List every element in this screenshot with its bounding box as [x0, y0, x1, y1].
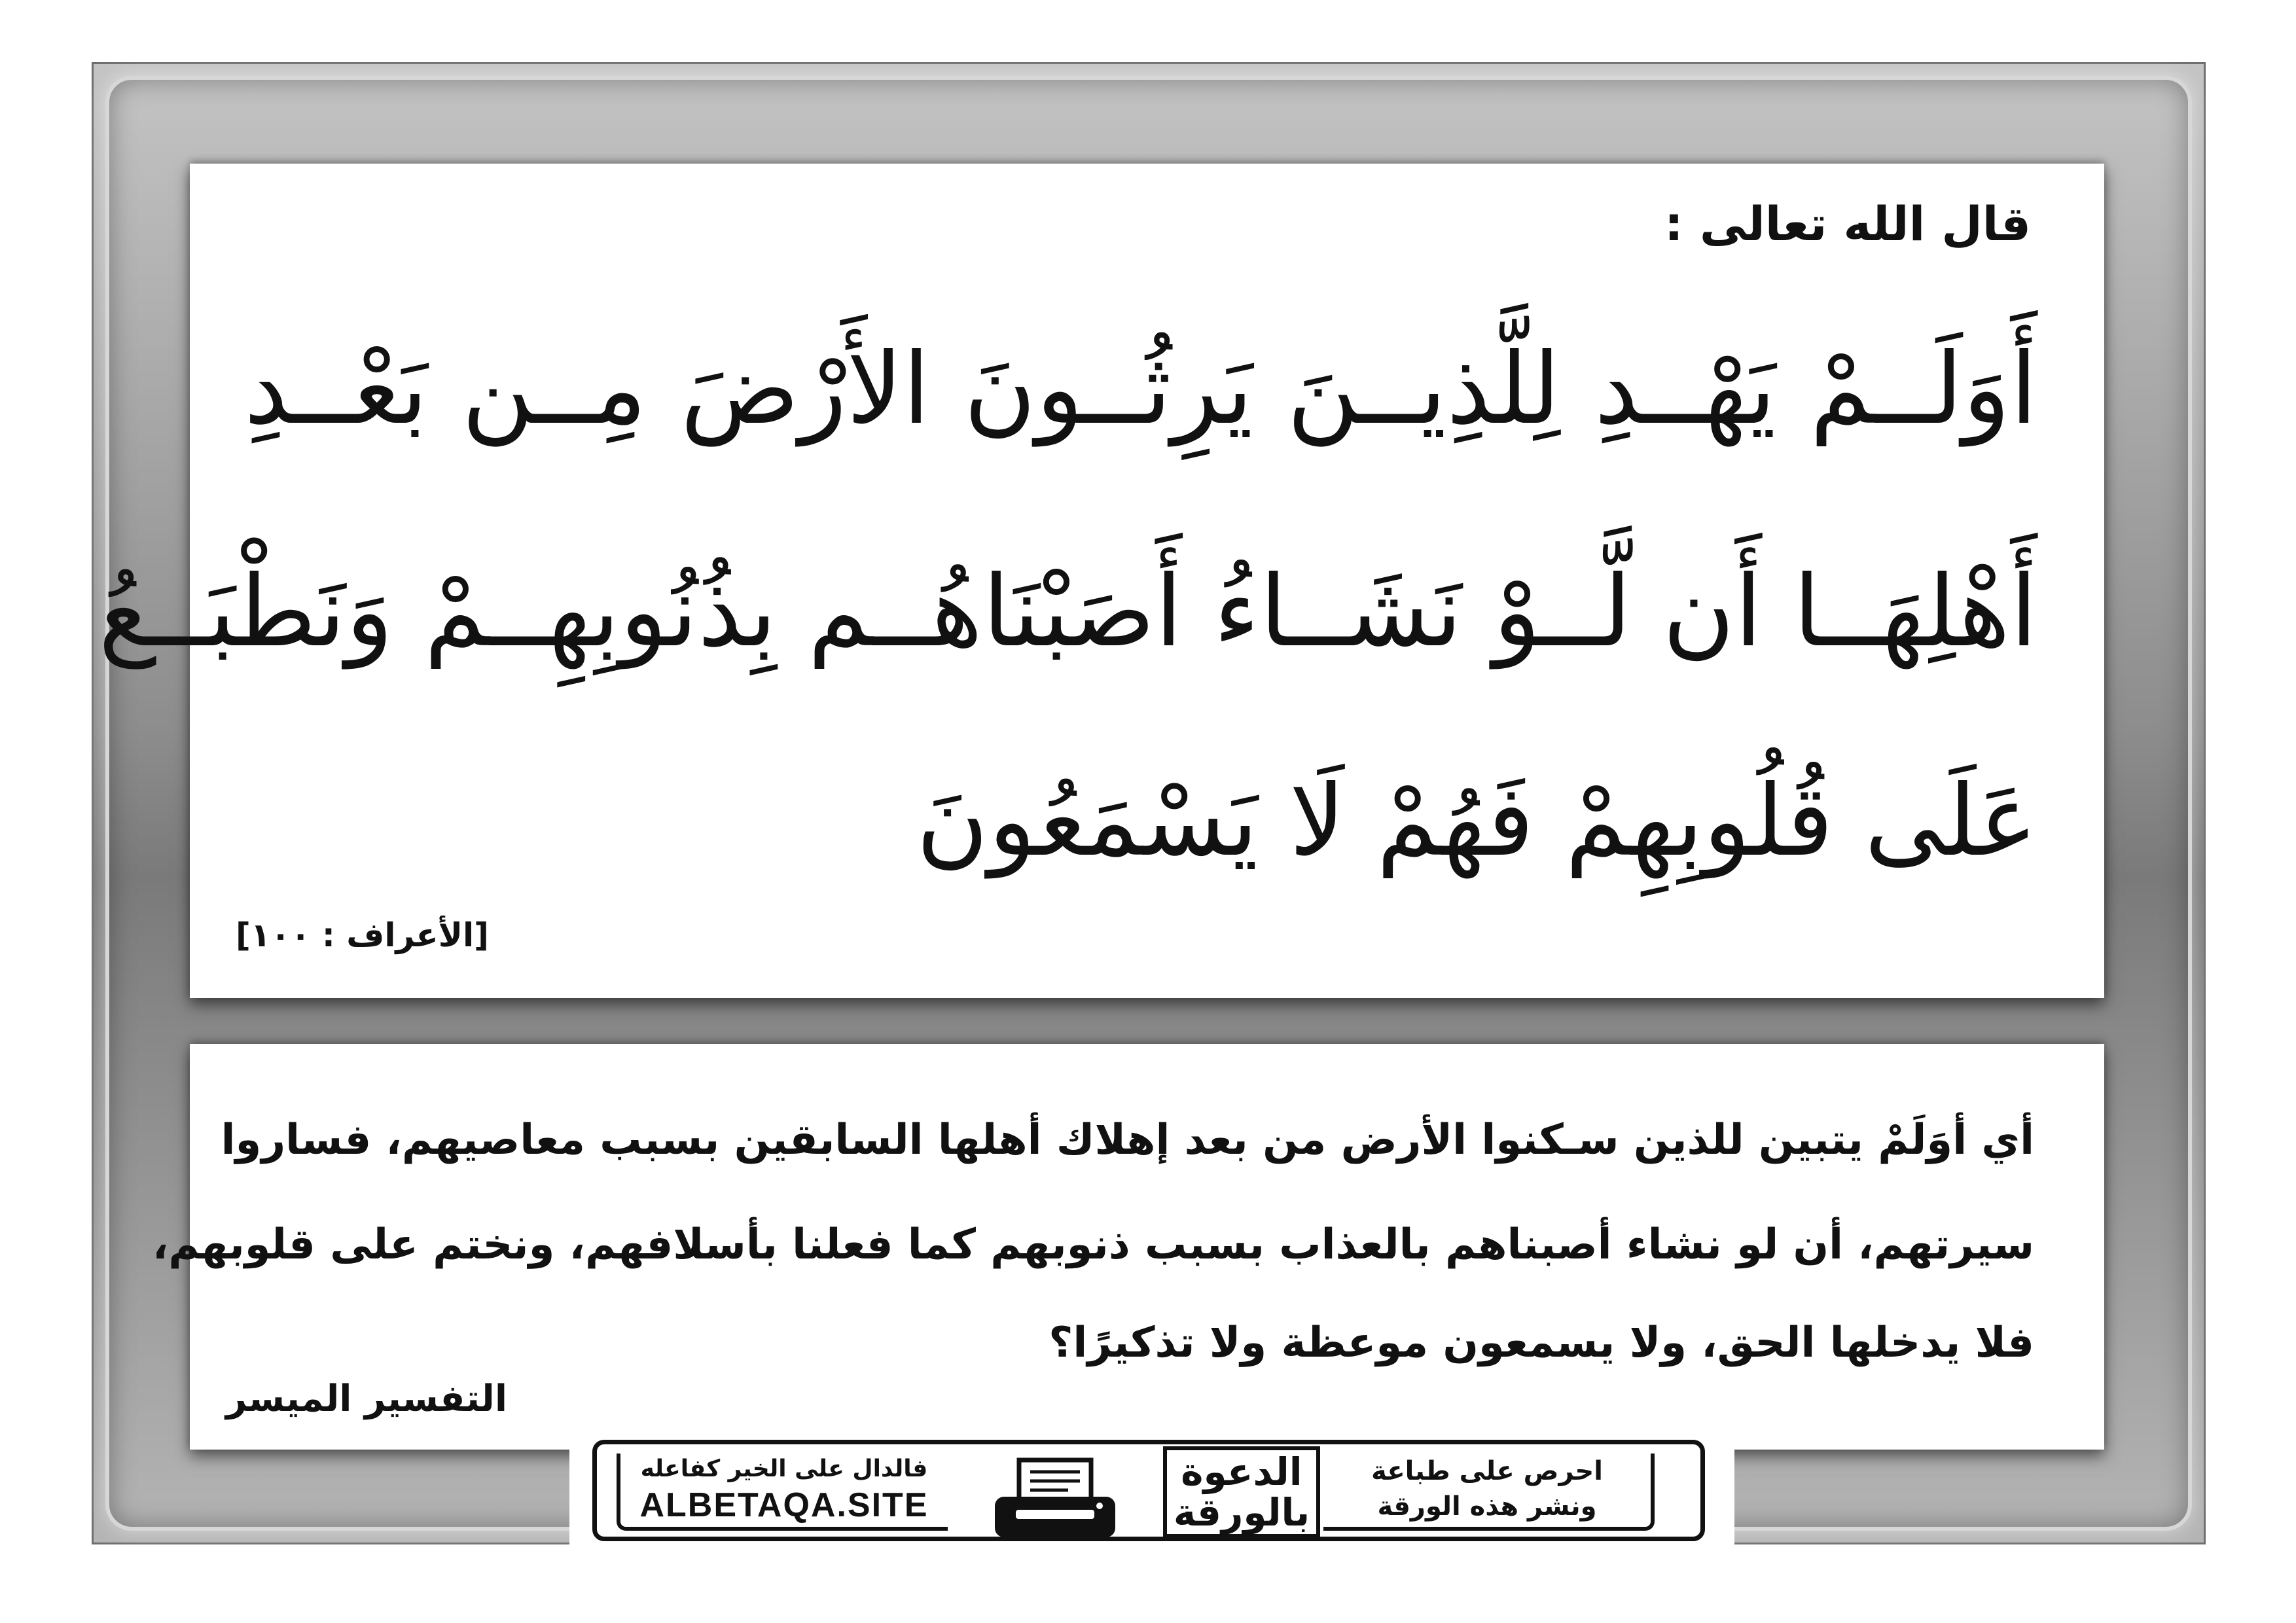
logo-line-1: الدعوة [1181, 1449, 1302, 1494]
footer-print-line-1: احرص على طباعة [1371, 1456, 1603, 1486]
footer-banner [592, 1440, 1705, 1541]
logo-line-2: بالورقة [1173, 1489, 1310, 1535]
verse-line-3: عَلَى قُلُوبِهِمْ فَهُمْ لَا يَسْمَعُونَ [916, 764, 2037, 878]
tafsir-source: التفسير الميسر [226, 1378, 508, 1420]
verse-line-2: أَهْلِهَــا أَن لَّــوْ نَشَــاءُ أَصَبْنَاهُــم بِذُنُوبِهِــمْ وَنَطْبَــعُ [98, 555, 2037, 669]
footer-print-line-2: ونشر هذه الورقة [1377, 1491, 1597, 1522]
printer-icon [990, 1457, 1121, 1543]
tafsir-line-2: سيرتهم، أن لو نشاء أصبناهم بالعذاب بسبب ذنوبهم كما فعلنا بأسلافهم، ونختم على قلوبهم، [152, 1221, 2034, 1269]
footer-print-note [1323, 1454, 1655, 1531]
verse-intro: قال الله تعالى : [1664, 196, 2031, 251]
verse-reference: [الأعراف : ١٠٠] [236, 916, 489, 954]
tafsir-line-3: فلا يدخلها الحق، ولا يسمعون موعظة ولا تذكيرًا؟ [1049, 1319, 2034, 1367]
logo [1173, 1444, 1310, 1539]
verse-line-1: أَوَلَــمْ يَهْــدِ لِلَّذِيــنَ يَرِثُــونَ الأَرْضَ مِــن بَعْــدِ [244, 332, 2037, 446]
logo-mark [1163, 1446, 1320, 1538]
footer-site-block [617, 1454, 948, 1531]
footer-site-link[interactable]: ALBETAQA.SITE [639, 1486, 929, 1524]
footer-slogan: فالدال على الخير كفاعله [640, 1455, 928, 1482]
tafsir-line-1: أي أوَلَمْ يتبين للذين سـكنوا الأرض من بعد إهلاك أهلها السابقين بسبب معاصيهم، فساروا [221, 1116, 2034, 1164]
